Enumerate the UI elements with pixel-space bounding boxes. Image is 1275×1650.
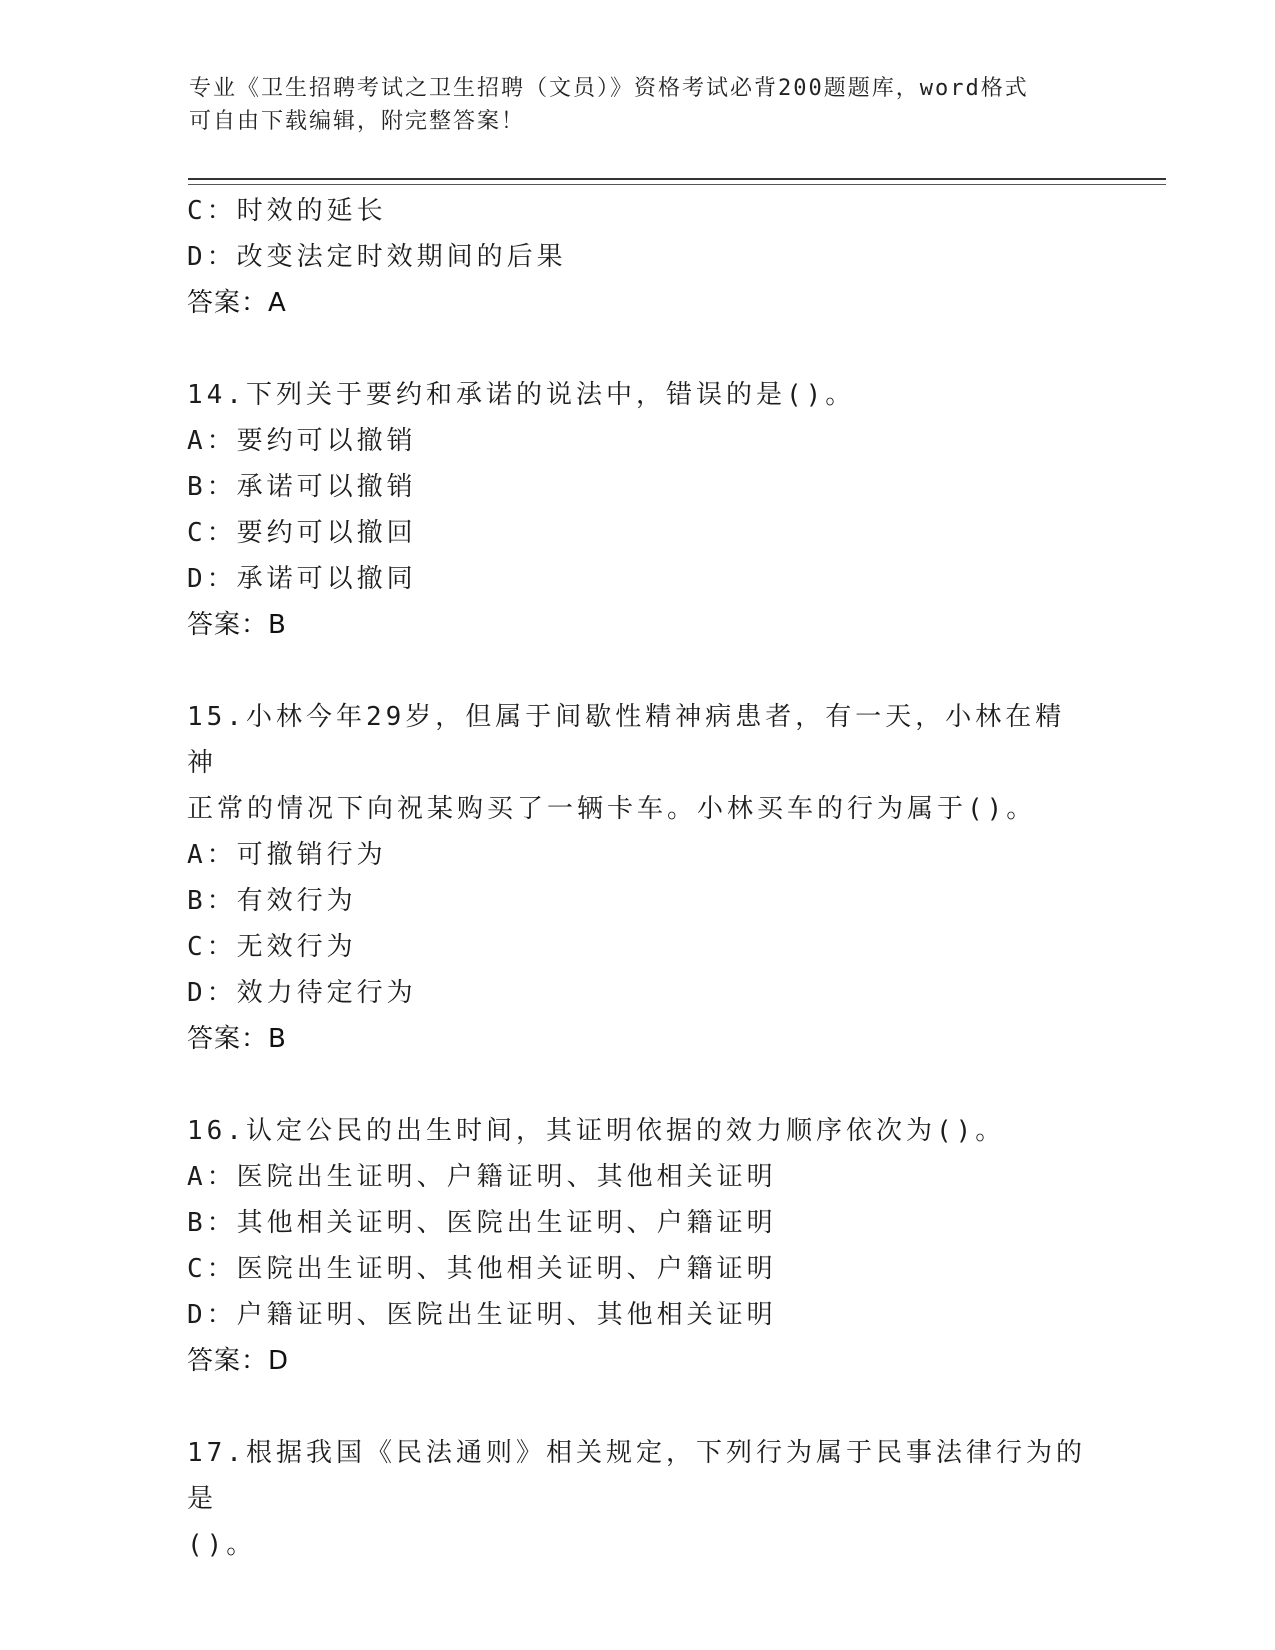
answer-line: 答案：B bbox=[187, 1024, 287, 1054]
header-line-1: 专业《卫生招聘考试之卫生招聘（文员）》资格考试必背200题题库，word格式 bbox=[189, 76, 1029, 101]
question-17 bbox=[187, 1430, 1087, 1568]
option-c: C：无效行为 bbox=[187, 932, 357, 962]
header-rule-thin bbox=[188, 184, 1166, 185]
option-c: C：要约可以撤回 bbox=[187, 518, 417, 548]
answer-line: 答案：A bbox=[187, 288, 287, 318]
document-header bbox=[189, 72, 1089, 138]
option-a: A：要约可以撤销 bbox=[187, 426, 417, 456]
answer-line: 答案：D bbox=[187, 1346, 290, 1376]
option-c: C：时效的延长 bbox=[187, 196, 387, 226]
option-b: B：承诺可以撤销 bbox=[187, 472, 417, 502]
carryover-block bbox=[187, 188, 1087, 326]
question-14 bbox=[187, 372, 1087, 648]
answer-line: 答案：B bbox=[187, 610, 287, 640]
option-d: D：承诺可以撤同 bbox=[187, 564, 417, 594]
option-c: C：医院出生证明、其他相关证明、户籍证明 bbox=[187, 1254, 777, 1284]
question-text-line-1: 17.根据我国《民法通则》相关规定，下列行为属于民事法律行为的是 bbox=[187, 1438, 1086, 1514]
question-text-line-2: ()。 bbox=[187, 1530, 257, 1560]
question-list bbox=[187, 188, 1087, 1568]
question-text-line-1: 15.小林今年29岁，但属于间歇性精神病患者，有一天，小林在精神 bbox=[187, 702, 1066, 778]
question-15 bbox=[187, 694, 1087, 1062]
option-a: A：可撤销行为 bbox=[187, 840, 387, 870]
option-d: D：改变法定时效期间的后果 bbox=[187, 242, 567, 272]
option-b: B：其他相关证明、医院出生证明、户籍证明 bbox=[187, 1208, 777, 1238]
option-a: A：医院出生证明、户籍证明、其他相关证明 bbox=[187, 1162, 777, 1192]
option-b: B：有效行为 bbox=[187, 886, 357, 916]
header-line-2: 可自由下载编辑，附完整答案！ bbox=[189, 109, 526, 134]
question-16 bbox=[187, 1108, 1087, 1384]
option-d: D：效力待定行为 bbox=[187, 978, 417, 1008]
header-rule-thick bbox=[188, 178, 1166, 180]
question-text: 16.认定公民的出生时间，其证明依据的效力顺序依次为()。 bbox=[187, 1116, 1006, 1146]
option-d: D：户籍证明、医院出生证明、其他相关证明 bbox=[187, 1300, 777, 1330]
question-text-line-2: 正常的情况下向祝某购买了一辆卡车。小林买车的行为属于()。 bbox=[187, 794, 1037, 824]
question-text: 14.下列关于要约和承诺的说法中，错误的是()。 bbox=[187, 380, 856, 410]
